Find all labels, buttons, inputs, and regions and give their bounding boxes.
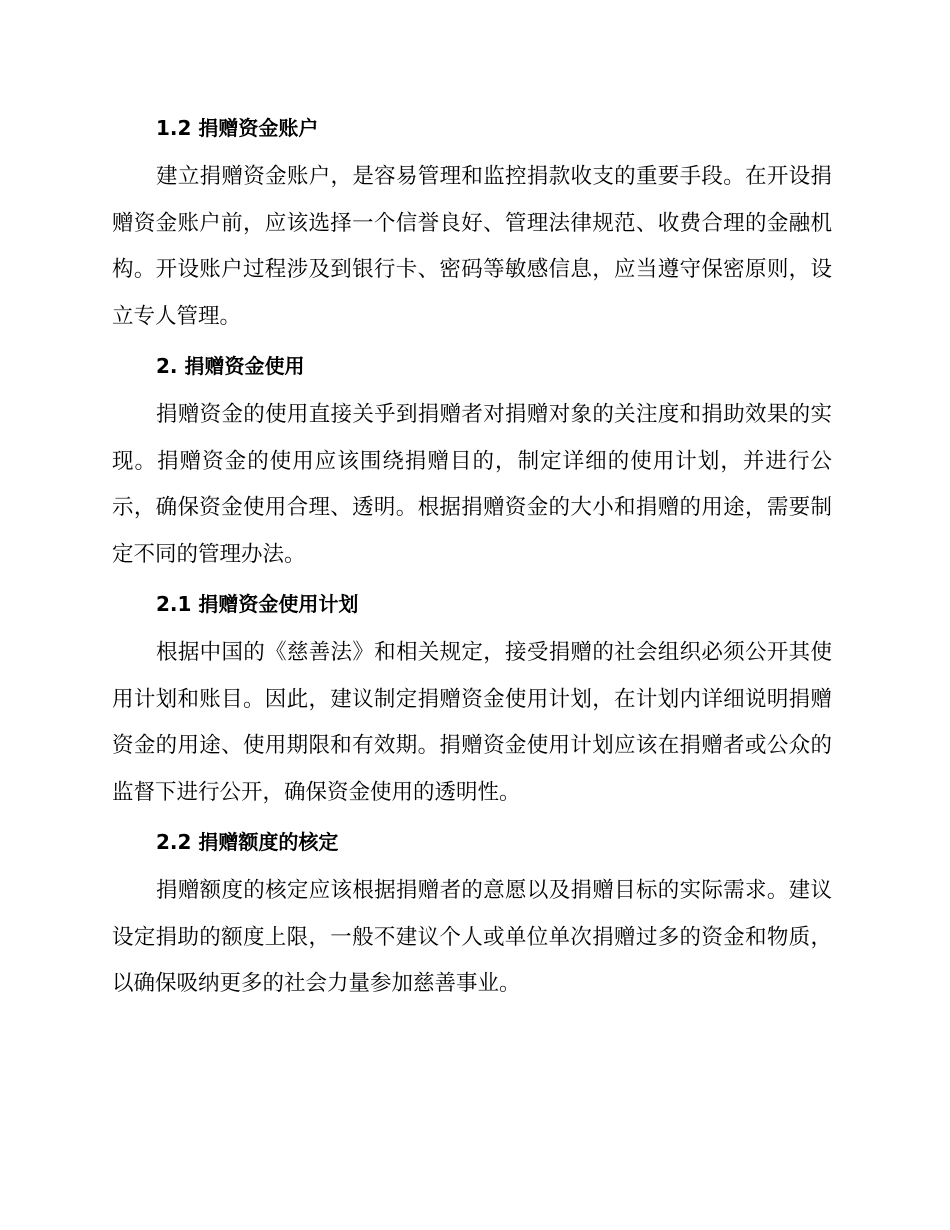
section-heading-2: 2. 捐赠资金使用 [156, 354, 305, 378]
section-paragraph-2-2: 捐赠额度的核定应该根据捐赠者的意愿以及捐赠目标的实际需求。建议设定捐助的额度上限，一般不建议个人或单位单次捐赠过多的资金和物质，以确保吸纳更多的社会力量参加慈善事业。 [112, 878, 832, 996]
document-body [112, 105, 832, 1011]
section-paragraph-2-1: 根据中国的《慈善法》和相关规定，接受捐赠的社会组织必须公开其使用计划和账目。因此，建议制定捐赠资金使用计划，在计划内详细说明捐赠资金的用途、使用期限和有效期。捐赠资金使用计划应该在捐赠者或公众的监督下进行公开，确保资金使用的透明性。 [112, 640, 832, 805]
section-paragraph-1-2: 建立捐赠资金账户，是容易管理和监控捐款收支的重要手段。在开设捐赠资金账户前，应该选择一个信誉良好、管理法律规范、收费合理的金融机构。开设账户过程涉及到银行卡、密码等敏感信息，应当遵守保密原则，设立专人管理。 [112, 164, 832, 329]
section-paragraph-2: 捐赠资金的使用直接关乎到捐赠者对捐赠对象的关注度和捐助效果的实现。捐赠资金的使用应该围绕捐赠目的，制定详细的使用计划，并进行公示，确保资金使用合理、透明。根据捐赠资金的大小和捐赠的用途，需要制定不同的管理办法。 [112, 402, 832, 567]
section-heading-2-1: 2.1 捐赠资金使用计划 [156, 592, 359, 616]
section-heading-1-2: 1.2 捐赠资金账户 [156, 116, 319, 140]
section-heading-2-2: 2.2 捐赠额度的核定 [156, 830, 339, 854]
